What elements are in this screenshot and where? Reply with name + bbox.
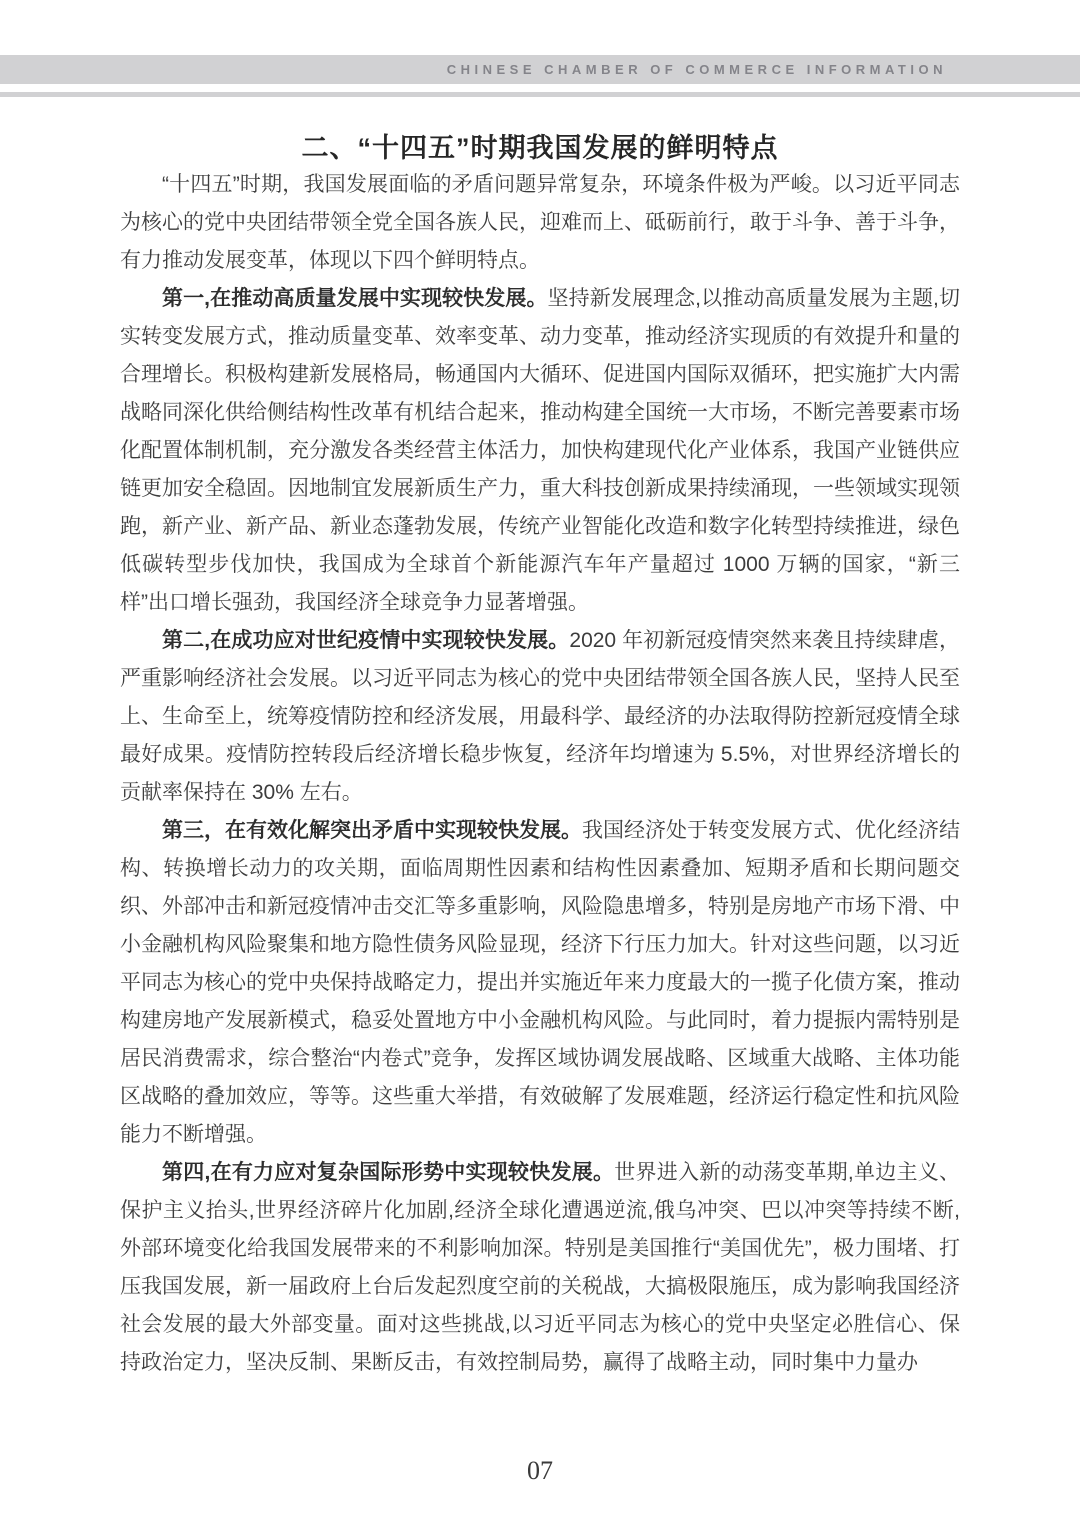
paragraph-lead: 第四,在有力应对复杂国际形势中实现较快发展。	[162, 1161, 615, 1184]
paragraph-third-point	[120, 812, 960, 1154]
document-body	[120, 166, 960, 1382]
page-number: 07	[527, 1456, 553, 1485]
section-title: 二、“十四五”时期我国发展的鲜明特点	[301, 133, 779, 163]
paragraph-intro	[120, 166, 960, 280]
paragraph-text: 我国经济处于转变发展方式、优化经济结构、转换增长动力的攻关期，面临周期性因素和结构性因素叠加、短期矛盾和长期问题交织、外部冲击和新冠疫情冲击交汇等多重影响，风险隐患增多，特别是房地产市场下滑、中小金融机构风险聚集和地方隐性债务风险显现，经济下行压力加大。针对这些问题，以习近平同志为核心的党中央保持战略定力，提出并实施近年来力度最大的一揽子化债方案，推动构建房地产发展新模式，稳妥处置地方中小金融机构风险。与此同时，着力提振内需特别是居民消费需求，综合整治“内卷式”竞争，发挥区域协调发展战略、区域重大战略、主体功能区战略的叠加效应，等等。这些重大举措，有效破解了发展难题，经济运行稳定性和抗风险能力不断增强。	[120, 819, 960, 1146]
header-banner-text: CHINESE CHAMBER OF COMMERCE INFORMATION	[446, 62, 947, 77]
paragraph-fourth-point	[120, 1154, 960, 1382]
paragraph-text: 坚持新发展理念,以推动高质量发展为主题,切实转变发展方式，推动质量变革、效率变革、动力变革，推动经济实现质的有效提升和量的合理增长。积极构建新发展格局，畅通国内大循环、促进国内国际双循环，把实施扩大内需战略同深化供给侧结构性改革有机结合起来，推动构建全国统一大市场，不断完善要素市场化配置体制机制，充分激发各类经营主体活力，加快构建现代化产业体系，我国产业链供应链更加安全稳固。因地制宜发展新质生产力，重大科技创新成果持续涌现，一些领域实现领跑，新产业、新产品、新业态蓬勃发展，传统产业智能化改造和数字化转型持续推进，绿色低碳转型步伐加快，我国成为全球首个新能源汽车年产量超过 1000 万辆的国家，“新三样”出口增长强劲，我国经济全球竞争力显著增强。	[120, 287, 960, 614]
paragraph-text: 世界进入新的动荡变革期,单边主义、保护主义抬头,世界经济碎片化加剧,经济全球化遭遇逆流,俄乌冲突、巴以冲突等持续不断,外部环境变化给我国发展带来的不利影响加深。特别是美国推行“美国优先”，极力围堵、打压我国发展，新一届政府上台后发起烈度空前的关税战，大搞极限施压，成为影响我国经济社会发展的最大外部变量。面对这些挑战,以习近平同志为核心的党中央坚定必胜信心、保持政治定力，坚决反制、果断反击，有效控制局势，赢得了战略主动，同时集中力量办	[120, 1161, 960, 1374]
paragraph-lead: 第二,在成功应对世纪疫情中实现较快发展。	[162, 629, 570, 652]
paragraph-lead: 第一,在推动高质量发展中实现较快发展。	[162, 287, 548, 310]
paragraph-text: “十四五”时期，我国发展面临的矛盾问题异常复杂，环境条件极为严峻。以习近平同志为核心的党中央团结带领全党全国各族人民，迎难而上、砥砺前行，敢于斗争、善于斗争，有力推动发展变革，体现以下四个鲜明特点。	[120, 173, 960, 272]
paragraph-second-point	[120, 622, 960, 812]
header-divider-line	[0, 92, 1080, 97]
paragraph-text: 2020 年初新冠疫情突然来袭且持续肆虐，严重影响经济社会发展。以习近平同志为核心的党中央团结带领全国各族人民，坚持人民至上、生命至上，统筹疫情防控和经济发展，用最科学、最经济的办法取得防控新冠疫情全球最好成果。疫情防控转段后经济增长稳步恢复，经济年均增速为 5.5%，对世界经济增长的贡献率保持在 30% 左右。	[120, 629, 960, 804]
header-banner	[0, 55, 1080, 84]
paragraph-lead: 第三，在有效化解突出矛盾中实现较快发展。	[162, 819, 582, 842]
paragraph-first-point	[120, 280, 960, 622]
